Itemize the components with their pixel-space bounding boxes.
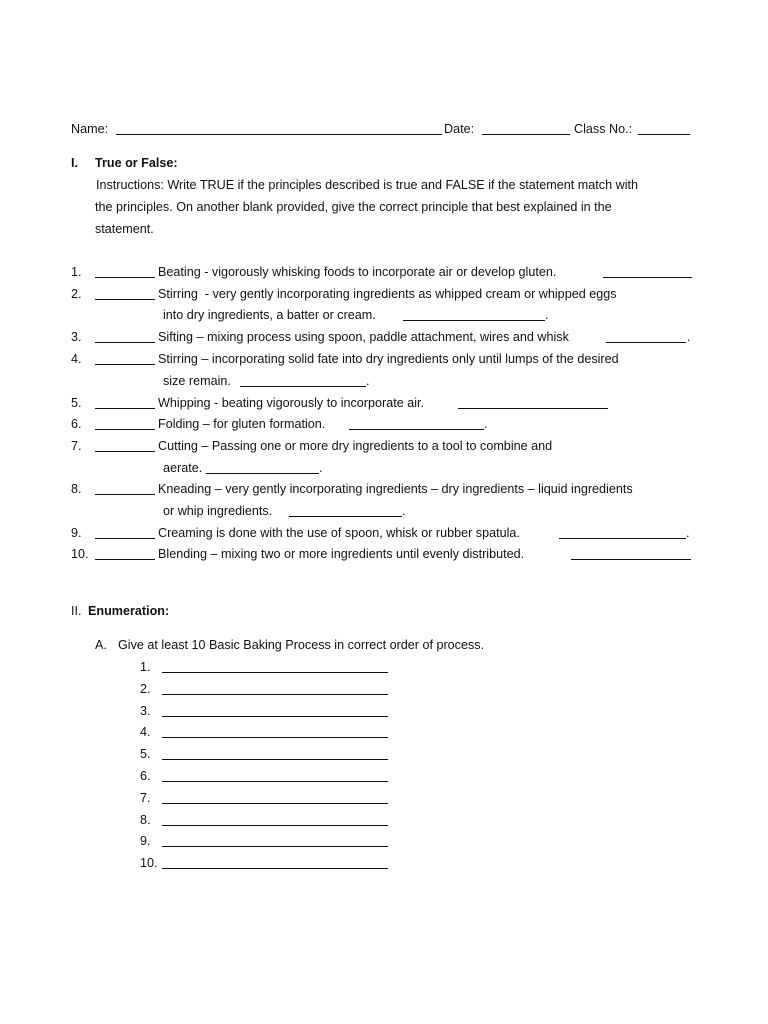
- item-text: Beating - vigorously whisking foods to incorporate air or develop gluten.: [158, 265, 557, 279]
- enum-number: 2.: [140, 682, 151, 696]
- enum-number: 8.: [140, 813, 151, 827]
- answer-blank[interactable]: [95, 277, 155, 278]
- enum-answer-blank[interactable]: [162, 846, 388, 847]
- item-text: Folding – for gluten formation.: [158, 417, 326, 431]
- enum-answer-blank[interactable]: [162, 672, 388, 673]
- item-number: 5.: [71, 396, 82, 410]
- section2-numeral: II.: [71, 604, 82, 618]
- enum-number: 1.: [140, 660, 151, 674]
- item-text-continued: size remain.: [163, 374, 231, 388]
- item-text: Stirring – incorporating solid fate into dry ingredients only until lumps of the desired: [158, 352, 619, 366]
- enum-number: 10.: [140, 856, 158, 870]
- enum-number: 3.: [140, 704, 151, 718]
- correction-blank[interactable]: [559, 538, 686, 539]
- correction-blank[interactable]: [349, 429, 484, 430]
- correction-blank[interactable]: [240, 386, 366, 387]
- item-number: 4.: [71, 352, 82, 366]
- enum-number: 9.: [140, 834, 151, 848]
- enum-answer-blank[interactable]: [162, 716, 388, 717]
- class-label: Class No.:: [574, 122, 633, 136]
- item-text: Cutting – Passing one or more dry ingredients to a tool to combine and: [158, 439, 553, 453]
- section2-title: Enumeration:: [88, 604, 170, 618]
- answer-blank[interactable]: [95, 299, 155, 300]
- enum-answer-blank[interactable]: [162, 694, 388, 695]
- item-text: Stirring - very gently incorporating ingredients as whipped cream or whipped eggs: [158, 287, 617, 301]
- answer-blank[interactable]: [95, 342, 155, 343]
- correction-blank[interactable]: [206, 473, 319, 474]
- correction-blank[interactable]: [603, 277, 692, 278]
- item-period: .: [686, 526, 690, 540]
- answer-blank[interactable]: [95, 451, 155, 452]
- item-text: Creaming is done with the use of spoon, whisk or rubber spatula.: [158, 526, 520, 540]
- answer-blank[interactable]: [95, 559, 155, 560]
- name-field[interactable]: [116, 134, 442, 135]
- item-number: 8.: [71, 482, 82, 496]
- correction-blank[interactable]: [571, 559, 691, 560]
- item-text-continued: aerate.: [163, 461, 203, 475]
- enum-answer-blank[interactable]: [162, 868, 388, 869]
- item-number: 9.: [71, 526, 82, 540]
- date-field[interactable]: [482, 134, 570, 135]
- answer-blank[interactable]: [95, 494, 155, 495]
- correction-blank[interactable]: [289, 516, 402, 517]
- item-period: .: [687, 330, 691, 344]
- item-number: 1.: [71, 265, 82, 279]
- item-number: 2.: [71, 287, 82, 301]
- enum-answer-blank[interactable]: [162, 759, 388, 760]
- answer-blank[interactable]: [95, 364, 155, 365]
- correction-blank[interactable]: [606, 342, 686, 343]
- item-number: 7.: [71, 439, 82, 453]
- instructions-line-2: the principles. On another blank provided, give the correct principle that best explained in the: [95, 200, 612, 214]
- answer-blank[interactable]: [95, 408, 155, 409]
- item-text: Blending – mixing two or more ingredients until evenly distributed.: [158, 547, 525, 561]
- item-text: Sifting – mixing process using spoon, paddle attachment, wires and whisk: [158, 330, 569, 344]
- enum-answer-blank[interactable]: [162, 737, 388, 738]
- class-field[interactable]: [638, 134, 690, 135]
- enum-number: 5.: [140, 747, 151, 761]
- item-period: .: [484, 417, 488, 431]
- enum-answer-blank[interactable]: [162, 825, 388, 826]
- answer-blank[interactable]: [95, 538, 155, 539]
- enum-answer-blank[interactable]: [162, 781, 388, 782]
- item-number: 10.: [71, 547, 89, 561]
- correction-blank[interactable]: [458, 408, 608, 409]
- item-period: .: [402, 504, 406, 518]
- item-period: .: [366, 374, 370, 388]
- enum-number: 6.: [140, 769, 151, 783]
- part-a-letter: A.: [95, 638, 107, 652]
- part-a-text: Give at least 10 Basic Baking Process in correct order of process.: [118, 638, 485, 652]
- item-period: .: [319, 461, 323, 475]
- section1-numeral: I.: [71, 156, 78, 170]
- correction-blank[interactable]: [403, 320, 545, 321]
- enum-number: 4.: [140, 725, 151, 739]
- instructions-line-1: Instructions: Write TRUE if the principles described is true and FALSE if the statement match with: [96, 178, 638, 192]
- item-text: Whipping - beating vigorously to incorporate air.: [158, 396, 425, 410]
- item-text: Kneading – very gently incorporating ingredients – dry ingredients – liquid ingredients: [158, 482, 633, 496]
- item-text-continued: into dry ingredients, a batter or cream.: [163, 308, 376, 322]
- item-period: .: [545, 308, 549, 322]
- section1-title: True or False:: [95, 156, 178, 170]
- enum-number: 7.: [140, 791, 151, 805]
- item-text-continued: or whip ingredients.: [163, 504, 273, 518]
- enum-answer-blank[interactable]: [162, 803, 388, 804]
- item-number: 6.: [71, 417, 82, 431]
- name-label: Name:: [71, 122, 109, 136]
- date-label: Date:: [444, 122, 475, 136]
- item-number: 3.: [71, 330, 82, 344]
- answer-blank[interactable]: [95, 429, 155, 430]
- instructions-line-3: statement.: [95, 222, 154, 236]
